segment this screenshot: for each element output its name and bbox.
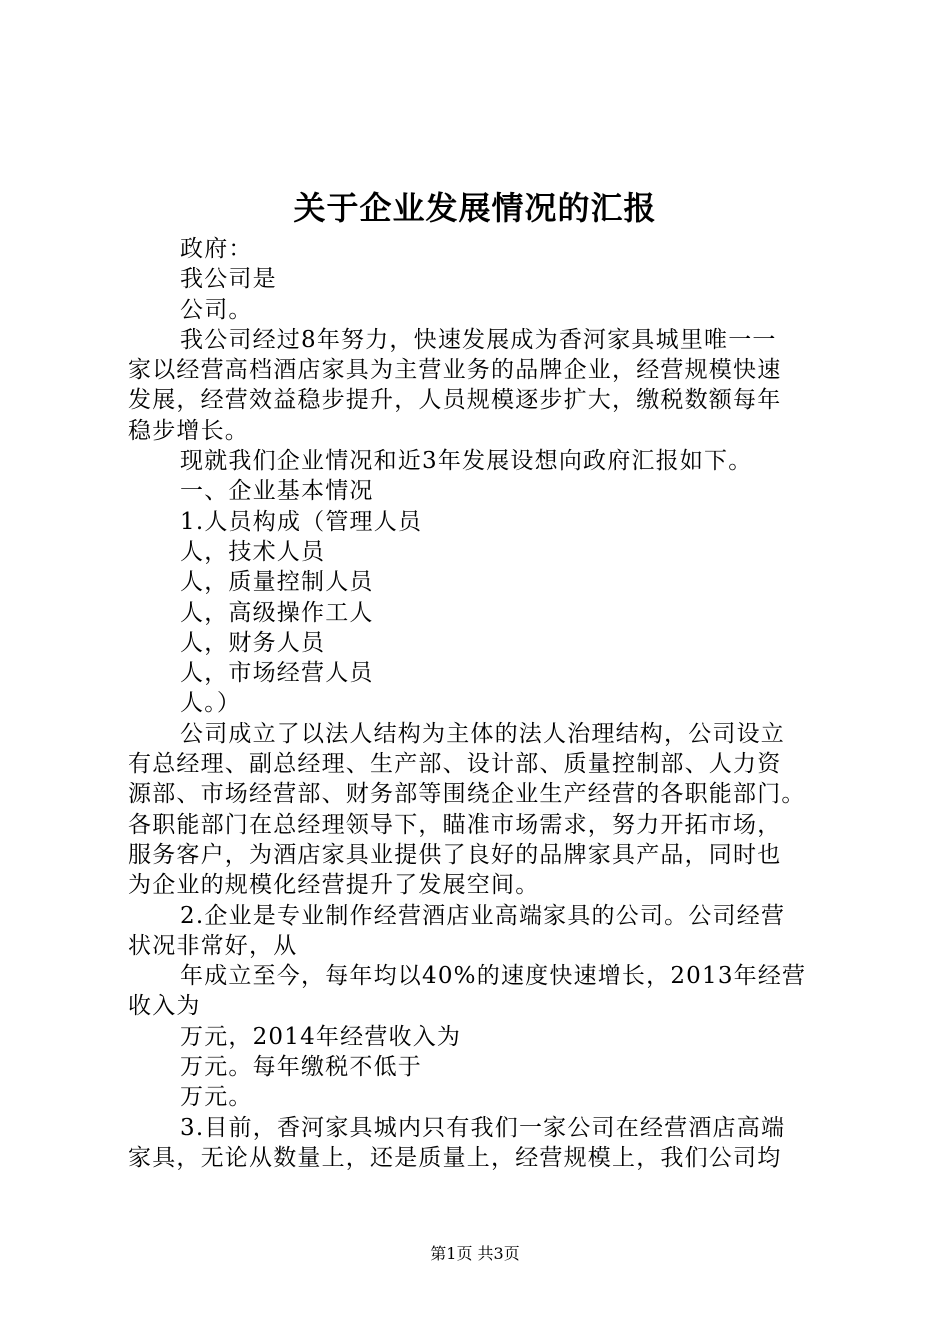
paragraph-line: 现就我们企业情况和近3年发展设想向政府汇报如下。 xyxy=(180,448,753,475)
paragraph-line: 发展，经营效益稳步提升，人员规模逐步扩大，缴税数额每年 xyxy=(128,387,782,414)
paragraph-line: 我公司经过8年努力，快速发展成为香河家具城里唯一一 xyxy=(180,326,777,353)
paragraph-line: 人。） xyxy=(180,690,242,717)
paragraph-line: 收入为 xyxy=(128,993,201,1020)
paragraph-line: 年成立至今，每年均以40%的速度快速增长，2013年经营 xyxy=(180,963,807,990)
paragraph-line: 万元。每年缴税不低于 xyxy=(180,1054,422,1081)
paragraph-line: 人，质量控制人员 xyxy=(180,569,374,596)
paragraph-line: 各职能部门在总经理领导下，瞄准市场需求，努力开拓市场， xyxy=(128,811,782,838)
paragraph-line: 人，技术人员 xyxy=(180,538,326,565)
paragraph-line: 政府： xyxy=(180,236,253,262)
paragraph-line: 为企业的规模化经营提升了发展空间。 xyxy=(128,872,540,899)
paragraph-line: 2.企业是专业制作经营酒店业高端家具的公司。公司经营 xyxy=(180,902,786,929)
paragraph-line: 人，市场经营人员 xyxy=(180,660,374,687)
paragraph-line: 公司。 xyxy=(180,296,253,323)
paragraph-line: 万元，2014年经营收入为 xyxy=(180,1023,462,1050)
paragraph-line: 人，高级操作工人 xyxy=(180,599,374,626)
paragraph-line: 人，财务人员 xyxy=(180,629,326,656)
paragraph-line: 服务客户，为酒店家具业提供了良好的品牌家具产品，同时也 xyxy=(128,841,782,868)
paragraph-line: 家以经营高档酒店家具为主营业务的品牌企业，经营规模快速 xyxy=(128,357,782,384)
paragraph-line: 状况非常好，从 xyxy=(128,932,298,959)
paragraph-line: 家具，无论从数量上，还是质量上，经营规模上，我们公司均 xyxy=(128,1144,782,1171)
paragraph-line: 稳步增长。 xyxy=(128,417,249,444)
paragraph-line: 一、企业基本情况 xyxy=(180,478,374,505)
paragraph-line: 3.目前，香河家具城内只有我们一家公司在经营酒店高端 xyxy=(180,1114,786,1141)
paragraph-line: 源部、市场经营部、财务部等围绕企业生产经营的各职能部门。 xyxy=(128,781,806,808)
document-body xyxy=(128,234,828,1173)
paragraph-line: 公司成立了以法人结构为主体的法人治理结构，公司设立 xyxy=(180,720,785,747)
document-title: 关于企业发展情况的汇报 xyxy=(293,189,657,227)
paragraph-line: 我公司是 xyxy=(180,266,277,293)
paragraph-line: 万元。 xyxy=(180,1084,253,1111)
paragraph-line: 1.人员构成（管理人员 xyxy=(180,508,423,535)
paragraph-line: 有总经理、副总经理、生产部、设计部、质量控制部、人力资 xyxy=(128,751,782,778)
page-number: 第1页 共3页 xyxy=(430,1244,520,1263)
